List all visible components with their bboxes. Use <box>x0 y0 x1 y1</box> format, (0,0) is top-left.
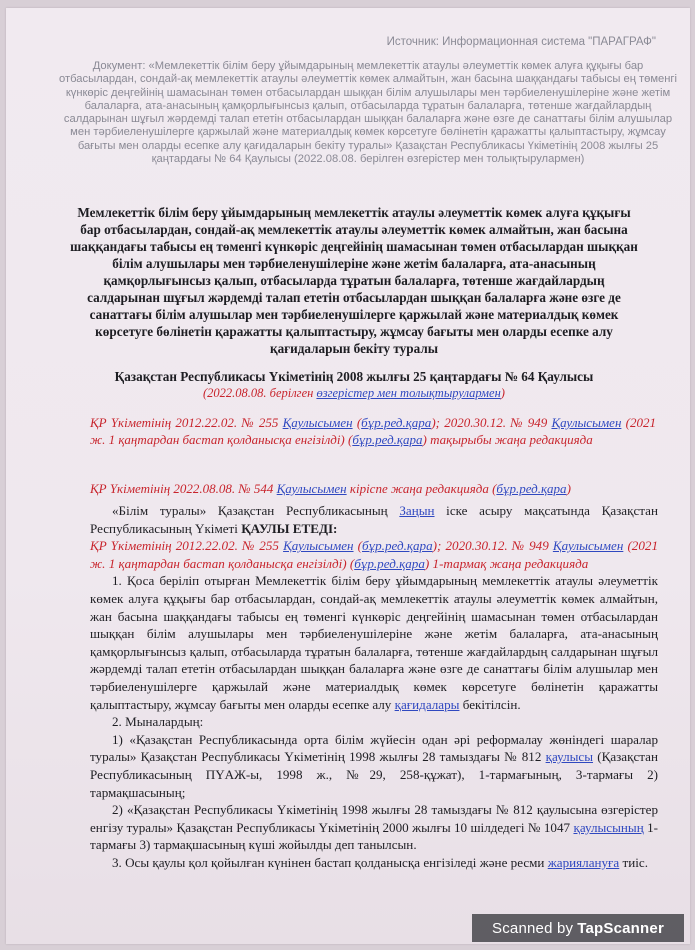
decree-phrase: ҚАУЛЫ ЕТЕДІ: <box>241 520 338 536</box>
note-text: ҚР Үкіметінің 2012.22.02. № 255 <box>90 415 283 430</box>
editorial-note-preamble <box>90 480 650 497</box>
document-page <box>6 8 690 944</box>
note-text: (2021 ж. 1 қаңтардан бастап қолданысқа енгізілді) ( <box>90 538 658 571</box>
clause-2-item-2 <box>90 801 658 854</box>
rules-link[interactable]: қағидалары <box>394 696 460 712</box>
scanner-watermark <box>472 914 684 942</box>
preamble-text: «Білім туралы» Қазақстан Республикасының <box>112 503 400 518</box>
note-text: ) <box>566 481 571 496</box>
document-description: Документ: «Мемлекеттік білім беру ұйымдарының мемлекеттік атаулы әлеуметтік көмек алуға құқығы бар отбасылардан, сондай-ақ мемлекеттік атаулы әлеуметтік көмек алмайтын, жан басына шаққандағы табысы ең төменгі күнкөріс деңгейінің шамасынан төмен отбасылардан шыққан білім алушылары мен тәрбиеленушілеріне және жетім балаларға, ата-анасының қамқорлығынсыз қалып, отбасыларда тұратын балаларға, төтенше жағдайлардың салдарынан шұғыл жәрдемді талап ететін отбасылардан шыққан балаларға және өзге де санаттағы білім алушылар мен тәрбиеленушілерге қаржылай және материалдық көмек көрсетуге бөлінетін қаражатты қалыптастыру, жұмсау бағыты мен оларды есепке алу қағидаларын бекіту туралы» Қазақстан Республикасы Үкіметінің 2008 жылғы 25 қаңтардағы № 64 Қаулысы (2022.08.08. берілген өзгерістер мен толықтырулармен) <box>59 60 677 166</box>
note-text: ); 2020.30.12. № 949 <box>431 415 552 430</box>
law-link[interactable]: Заңын <box>399 503 435 518</box>
clause-2-item-1 <box>90 731 658 801</box>
note-text: ) тақырыбы жаңа редакцияда <box>422 432 593 448</box>
note-text: ҚР Үкіметінің 2022.08.08. № 544 <box>90 481 277 496</box>
resolution-link[interactable]: Қаулысымен <box>283 538 354 554</box>
clause-text: 1. Қоса беріліп отырған Мемлекеттік білім беру ұйымдарының мемлекеттік атаулы әлеуметтік көмек алуға құқығы бар отбасылардан, сондай-ақ мемлекеттік атаулы әлеуметтік көмек алмайтын, жан басына шаққандағы табысы ең төменгі күнкөріс деңгейінің шамасынан төмен отбасылардан шыққан білім алушылары мен тәрбиеленушілеріне және жетім балаларға, ата-анасының қамқорлығынсыз қалып, отбасыларда тұратын балаларға, төтенше жағдайлардың салдарынан шұғыл жәрдемді талап ететін отбасылардан шыққан балаларға және өзге де санаттағы білім алушылар мен тәрбиеленушілерге қаржылай және материалдық көмек көрсетуге бөлінетін қаражатты қалыптастыру, жұмсау бағыты мен оларды есепке алу <box>90 573 658 712</box>
note-text: ҚР Үкіметінің 2012.22.02. № 255 <box>90 538 284 554</box>
previous-edition-link[interactable]: бұр.ред.қара <box>354 555 425 571</box>
resolution-link[interactable]: Қаулысымен <box>551 415 622 430</box>
clause-text: тиіс. <box>619 854 648 870</box>
document-title: Мемлекеттік білім беру ұйымдарының мемлекеттік атаулы әлеуметтік көмек алуға құқығы бар отбасылардан, сондай-ақ мемлекеттік атаулы әлеуметтік көмек алмайтын, жан басына шаққандағы табысы ең төменгі күнкөріс деңгейінің шамасынан төмен отбасылардан шыққан білім алушылары мен тәрбиеленушілеріне және жетім балаларға, ата-анасының қамқорлығынсыз қалып, отбасыларда тұратын балаларға, төтенше жағдайлардың салдарынан шұғыл жәрдемді талап ететін отбасылардан шыққан балаларға және өзге де санаттағы білім алушылар мен тәрбиеленушілерге қаржылай және материалдық көмек көрсетуге бөлінетін қаражатты қалыптастыру, жұмсау бағыты мен оларды есепке алу қағидаларын бекіту туралы <box>70 205 638 356</box>
decree-link[interactable]: қаулысы <box>545 749 594 765</box>
preamble <box>90 502 658 537</box>
clause-2: 2. Мыналардың: <box>112 714 204 730</box>
resolution-line: Қазақстан Республикасы Үкіметінің 2008 жылғы 25 қаңтардағы № 64 Қаулысы <box>114 369 594 384</box>
changes-note <box>66 386 642 401</box>
note-text: ( <box>353 538 362 554</box>
note-text: (2021 ж. 1 қаңтардан бастап қолданысқа енгізілді) ( <box>90 415 656 448</box>
previous-edition-link[interactable]: бұр.ред.қара <box>496 481 567 496</box>
scanner-brand: TapScanner <box>577 919 664 937</box>
scanner-prefix: Scanned by <box>492 919 574 937</box>
note-text: ( <box>352 415 362 430</box>
clause-text: 2) «Қазақстан Республикасы Үкіметінің 1998 жылғы 28 тамыздағы № 812 қаулысына өзгерістер енгізу туралы» Қазақстан Республикасы Үкіметінің 2000 жылғы 10 шілдедегі № 1047 <box>90 802 658 835</box>
preamble-text: іске асыру мақсатында Қазақстан Республикасының Үкіметі <box>90 503 658 536</box>
editorial-note-title <box>90 414 656 449</box>
clause-text: бекітілсін. <box>459 696 521 712</box>
publication-link[interactable]: жариялануға <box>547 854 620 870</box>
clause-text: 3. Осы қаулы қол қойылған күнінен бастап қолданысқа енгізіледі және ресми <box>112 854 548 870</box>
note-text: кіріспе жаңа редакцияда ( <box>346 481 497 496</box>
clause-1 <box>90 572 658 713</box>
changes-note-prefix: (2022.08.08. берілген <box>203 386 317 400</box>
resolution-link[interactable]: Қаулысымен <box>276 481 347 496</box>
document-body <box>90 502 658 871</box>
clause-text: 1) «Қазақстан Республикасында орта білім жүйесін одан әрі реформалау жөніндегі шаралар туралы» Қазақстан Республикасы Үкіметінің 1998 жылғы 28 тамыздағы № 812 <box>90 731 658 765</box>
clause-text: (Қазақстан Республикасының ПҮАЖ-ы, 1998 ж., №29, 258-құжат), 1-тармағының, 3-тармағы 2) тармақшасының; <box>90 749 658 800</box>
clause-3 <box>90 854 658 872</box>
previous-edition-link[interactable]: бұр.ред.қара <box>352 432 423 448</box>
decree-link[interactable]: қаулысының <box>573 819 644 835</box>
previous-edition-link[interactable]: бұр.ред.қара <box>362 538 433 554</box>
note-text: ); 2020.30.12. № 949 <box>432 538 553 554</box>
editorial-note-clause1 <box>90 537 658 572</box>
source-line: Источник: Информационная система "ПАРАГРАФ" <box>386 36 656 48</box>
changes-note-suffix: ) <box>500 386 505 400</box>
note-text: ) 1-тармақ жаңа редакцияда <box>424 555 589 571</box>
changes-link[interactable]: өзгерістер мен толықтырулармен <box>316 386 501 400</box>
clause-text: 1-тармағы 3) тармақшасының күші жойылды деп танылсын. <box>90 819 658 853</box>
previous-edition-link[interactable]: бұр.ред.қара <box>361 415 432 430</box>
resolution-link[interactable]: Қаулысымен <box>552 538 624 554</box>
resolution-link[interactable]: Қаулысымен <box>282 415 353 430</box>
